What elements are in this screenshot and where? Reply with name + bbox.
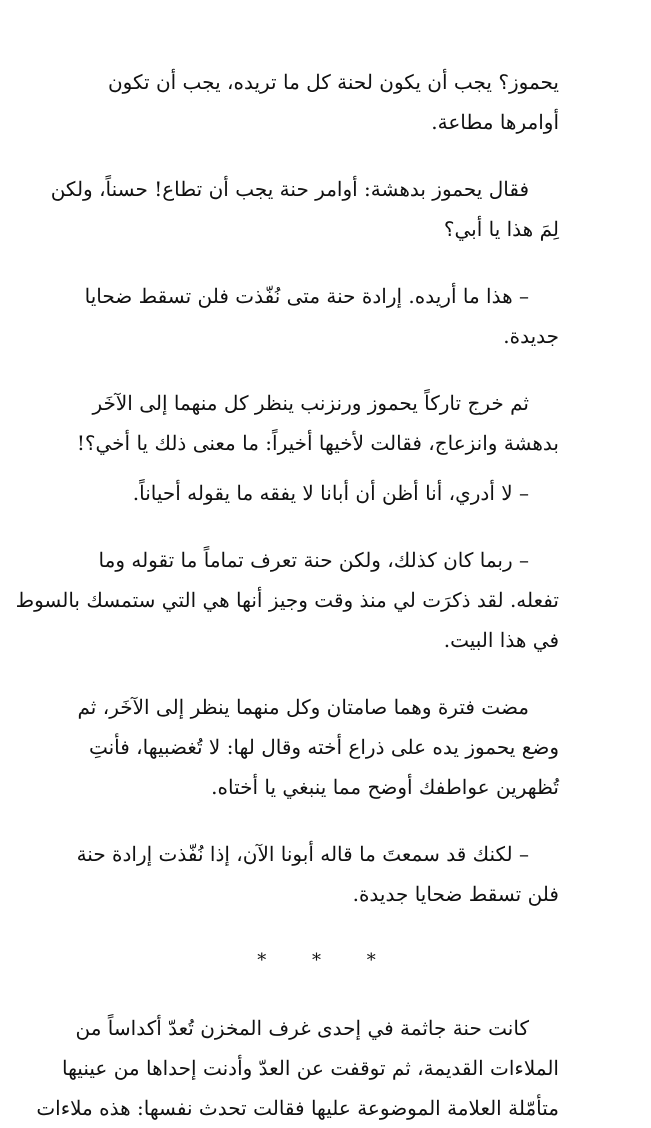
text-line: – لكنك قد سمعتَ ما قاله أبونا الآن، إذا نُفّذت إرادة حنة bbox=[76, 842, 529, 866]
paragraph-4 bbox=[74, 383, 559, 463]
text-line: الملاءات القديمة، ثم توقفت عن العدّ وأدنت إحداها من عينيها bbox=[61, 1056, 559, 1080]
text-line: في هذا البيت. bbox=[443, 628, 559, 652]
text-line: متأمّلة العلامة الموضوعة عليها فقالت تحدث نفسها: هذه ملاءات bbox=[36, 1096, 559, 1120]
text-line: جديدة. bbox=[503, 324, 559, 348]
paragraph-5 bbox=[74, 473, 559, 513]
text-line: وضع يحموز يده على ذراع أخته وقال لها: لا تُغضبيها، فأنتِ bbox=[88, 735, 559, 759]
text-line: يحموز؟ يجب أن يكون لحنة كل ما تريده، يجب أن تكون bbox=[107, 70, 559, 94]
paragraph-2 bbox=[50, 169, 559, 249]
text-line: لِمَ هذا يا أبي؟ bbox=[443, 217, 559, 241]
text-line: ثم خرج تاركاً يحموز ورنزنب ينظر كل منهما إلى الآخَر bbox=[92, 391, 529, 415]
text-line: – هذا ما أريده. إرادة حنة متى نُفّذت فلن تسقط ضحايا bbox=[84, 284, 529, 308]
paragraph-8 bbox=[74, 834, 559, 914]
text-line: – ربما كان كذلك، ولكن حنة تعرف تماماً ما تقوله وما bbox=[98, 548, 529, 572]
text-line: تُظهرين عواطفك أوضح مما ينبغي يا أختاه. bbox=[211, 775, 559, 799]
text-line: مضت فترة وهما صامتان وكل منهما ينظر إلى الآخَر، ثم bbox=[77, 695, 529, 719]
book-page bbox=[15, 62, 559, 1128]
section-separator: * * * bbox=[257, 950, 396, 971]
paragraph-7 bbox=[74, 687, 559, 807]
text-line: أوامرها مطاعة. bbox=[431, 110, 559, 134]
text-line: فلن تسقط ضحايا جديدة. bbox=[352, 882, 559, 906]
paragraph-3 bbox=[74, 276, 559, 356]
text-line: كانت حنة جاثمة في إحدى غرف المخزن تُعدّ أكداساً من bbox=[75, 1016, 529, 1040]
text-line: تفعله. لقد ذكرَت لي منذ وقت وجيز أنها هي التي ستمسك بالسوط bbox=[15, 588, 559, 612]
paragraph-6 bbox=[15, 540, 559, 660]
paragraph-1 bbox=[74, 62, 559, 142]
text-line: فقال يحموز بدهشة: أوامر حنة يجب أن تطاع! حسناً، ولكن bbox=[50, 177, 529, 201]
text-line: بدهشة وانزعاج، فقالت لأخيها أخيراً: ما معنى ذلك يا أخي؟! bbox=[76, 431, 559, 455]
text-line: – لا أدري، أنا أظن أن أبانا لا يفقه ما يقوله أحياناً. bbox=[132, 481, 529, 505]
paragraph-final bbox=[36, 1008, 559, 1128]
